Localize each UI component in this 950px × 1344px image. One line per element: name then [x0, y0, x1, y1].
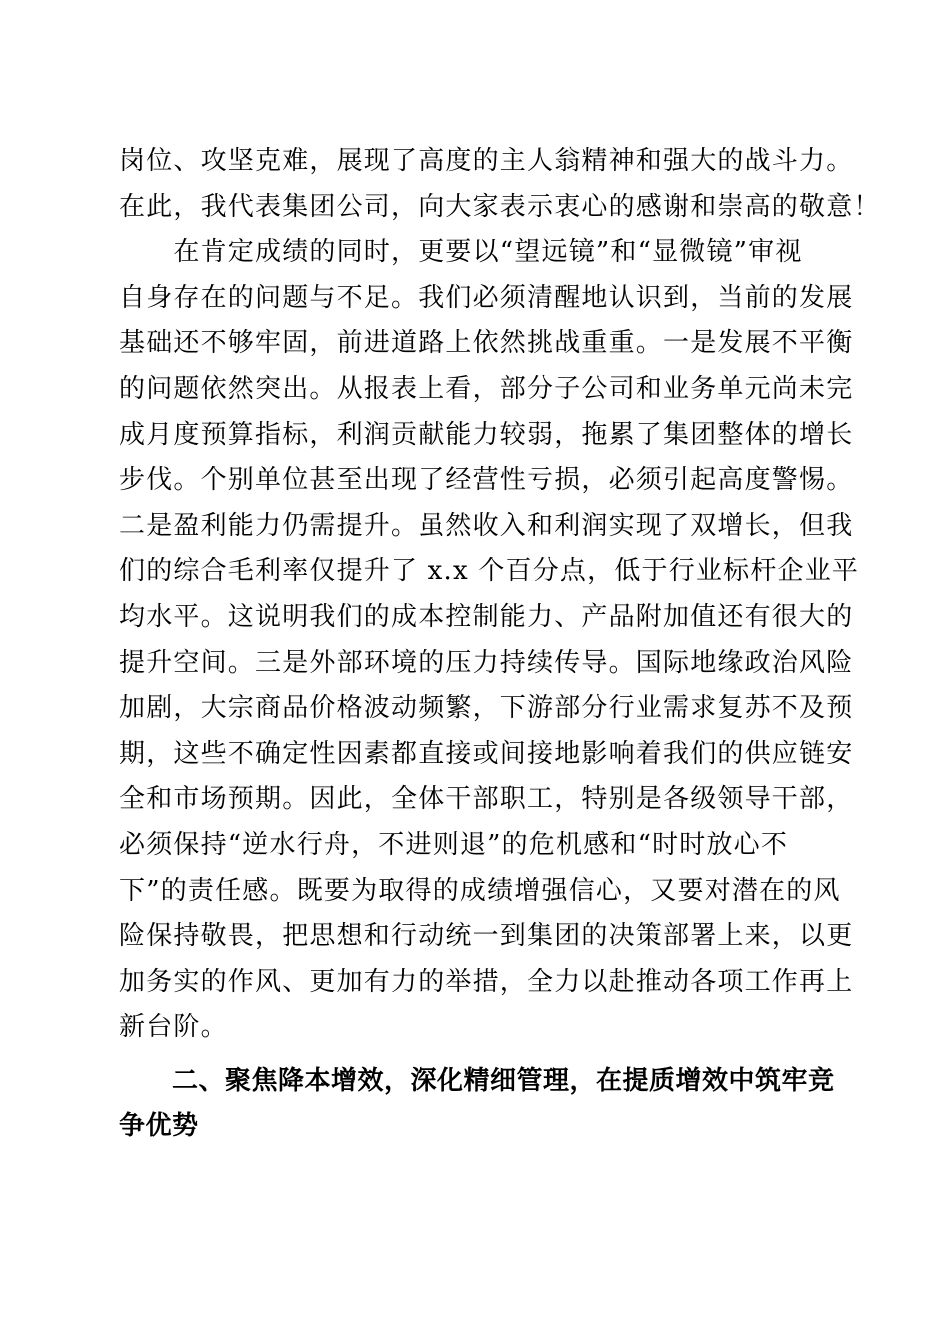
text-line: 步伐。个别单位甚至出现了经营性亏损，必须引起高度警惕。: [119, 465, 854, 496]
text-line: 下”的责任感。既要为取得的成绩增强信心，又要对潜在的风: [119, 875, 841, 906]
text-line: 提升空间。三是外部环境的压力持续传导。国际地缘政治风险: [119, 647, 854, 678]
body-text: [119, 139, 881, 1150]
text-line: 岗位、攻坚克难，展现了高度的主人翁精神和强大的战斗力。: [119, 146, 854, 176]
paragraph-start-line: 在肯定成绩的同时，更要以“望远镜”和“显微镜”审视: [119, 237, 803, 268]
text-line: 加剧，大宗商品价格波动频繁，下游部分行业需求复苏不及预: [119, 693, 854, 724]
text-line: 均水平。这说明我们的成本控制能力、产品附加值还有很大的: [119, 601, 854, 632]
text-line: 基础还不够牢固，前进道路上依然挑战重重。一是发展不平衡: [119, 328, 854, 359]
section-gap: [119, 1051, 825, 1059]
text-line: 全和市场预期。因此，全体干部职工，特别是各级领导干部，: [119, 784, 854, 815]
text-line: 在此，我代表集团公司，向大家表示衷心的感谢和崇高的敬意！: [119, 191, 881, 222]
text-line: 成月度预算指标，利润贡献能力较弱，拖累了集团整体的增长: [119, 419, 854, 450]
text-line: 们的综合毛利率仅提升了 x.x 个百分点，低于行业标杆企业平: [119, 556, 860, 587]
section-heading: 二、聚焦降本增效，深化精细管理，在提质增效中筑牢竞: [119, 1065, 835, 1096]
text-line: 新台阶。: [119, 1012, 228, 1043]
text-line: 加务实的作风、更加有力的举措，全力以赴推动各项工作再上: [119, 966, 854, 997]
text-line: 险保持敬畏，把思想和行动统一到集团的决策部署上来，以更: [119, 921, 854, 952]
text-line: 期，这些不确定性因素都直接或间接地影响着我们的供应链安: [119, 738, 854, 769]
text-line: 必须保持“逆水行舟，不进则退”的危机感和“时时放心不: [119, 829, 789, 860]
text-line: 二是盈利能力仍需提升。虽然收入和利润实现了双增长，但我: [119, 510, 854, 541]
text-line: 自身存在的问题与不足。我们必须清醒地认识到，当前的发展: [119, 282, 854, 313]
text-line: 的问题依然突出。从报表上看，部分子公司和业务单元尚未完: [119, 373, 854, 404]
section-heading-continued: 争优势: [119, 1111, 199, 1142]
